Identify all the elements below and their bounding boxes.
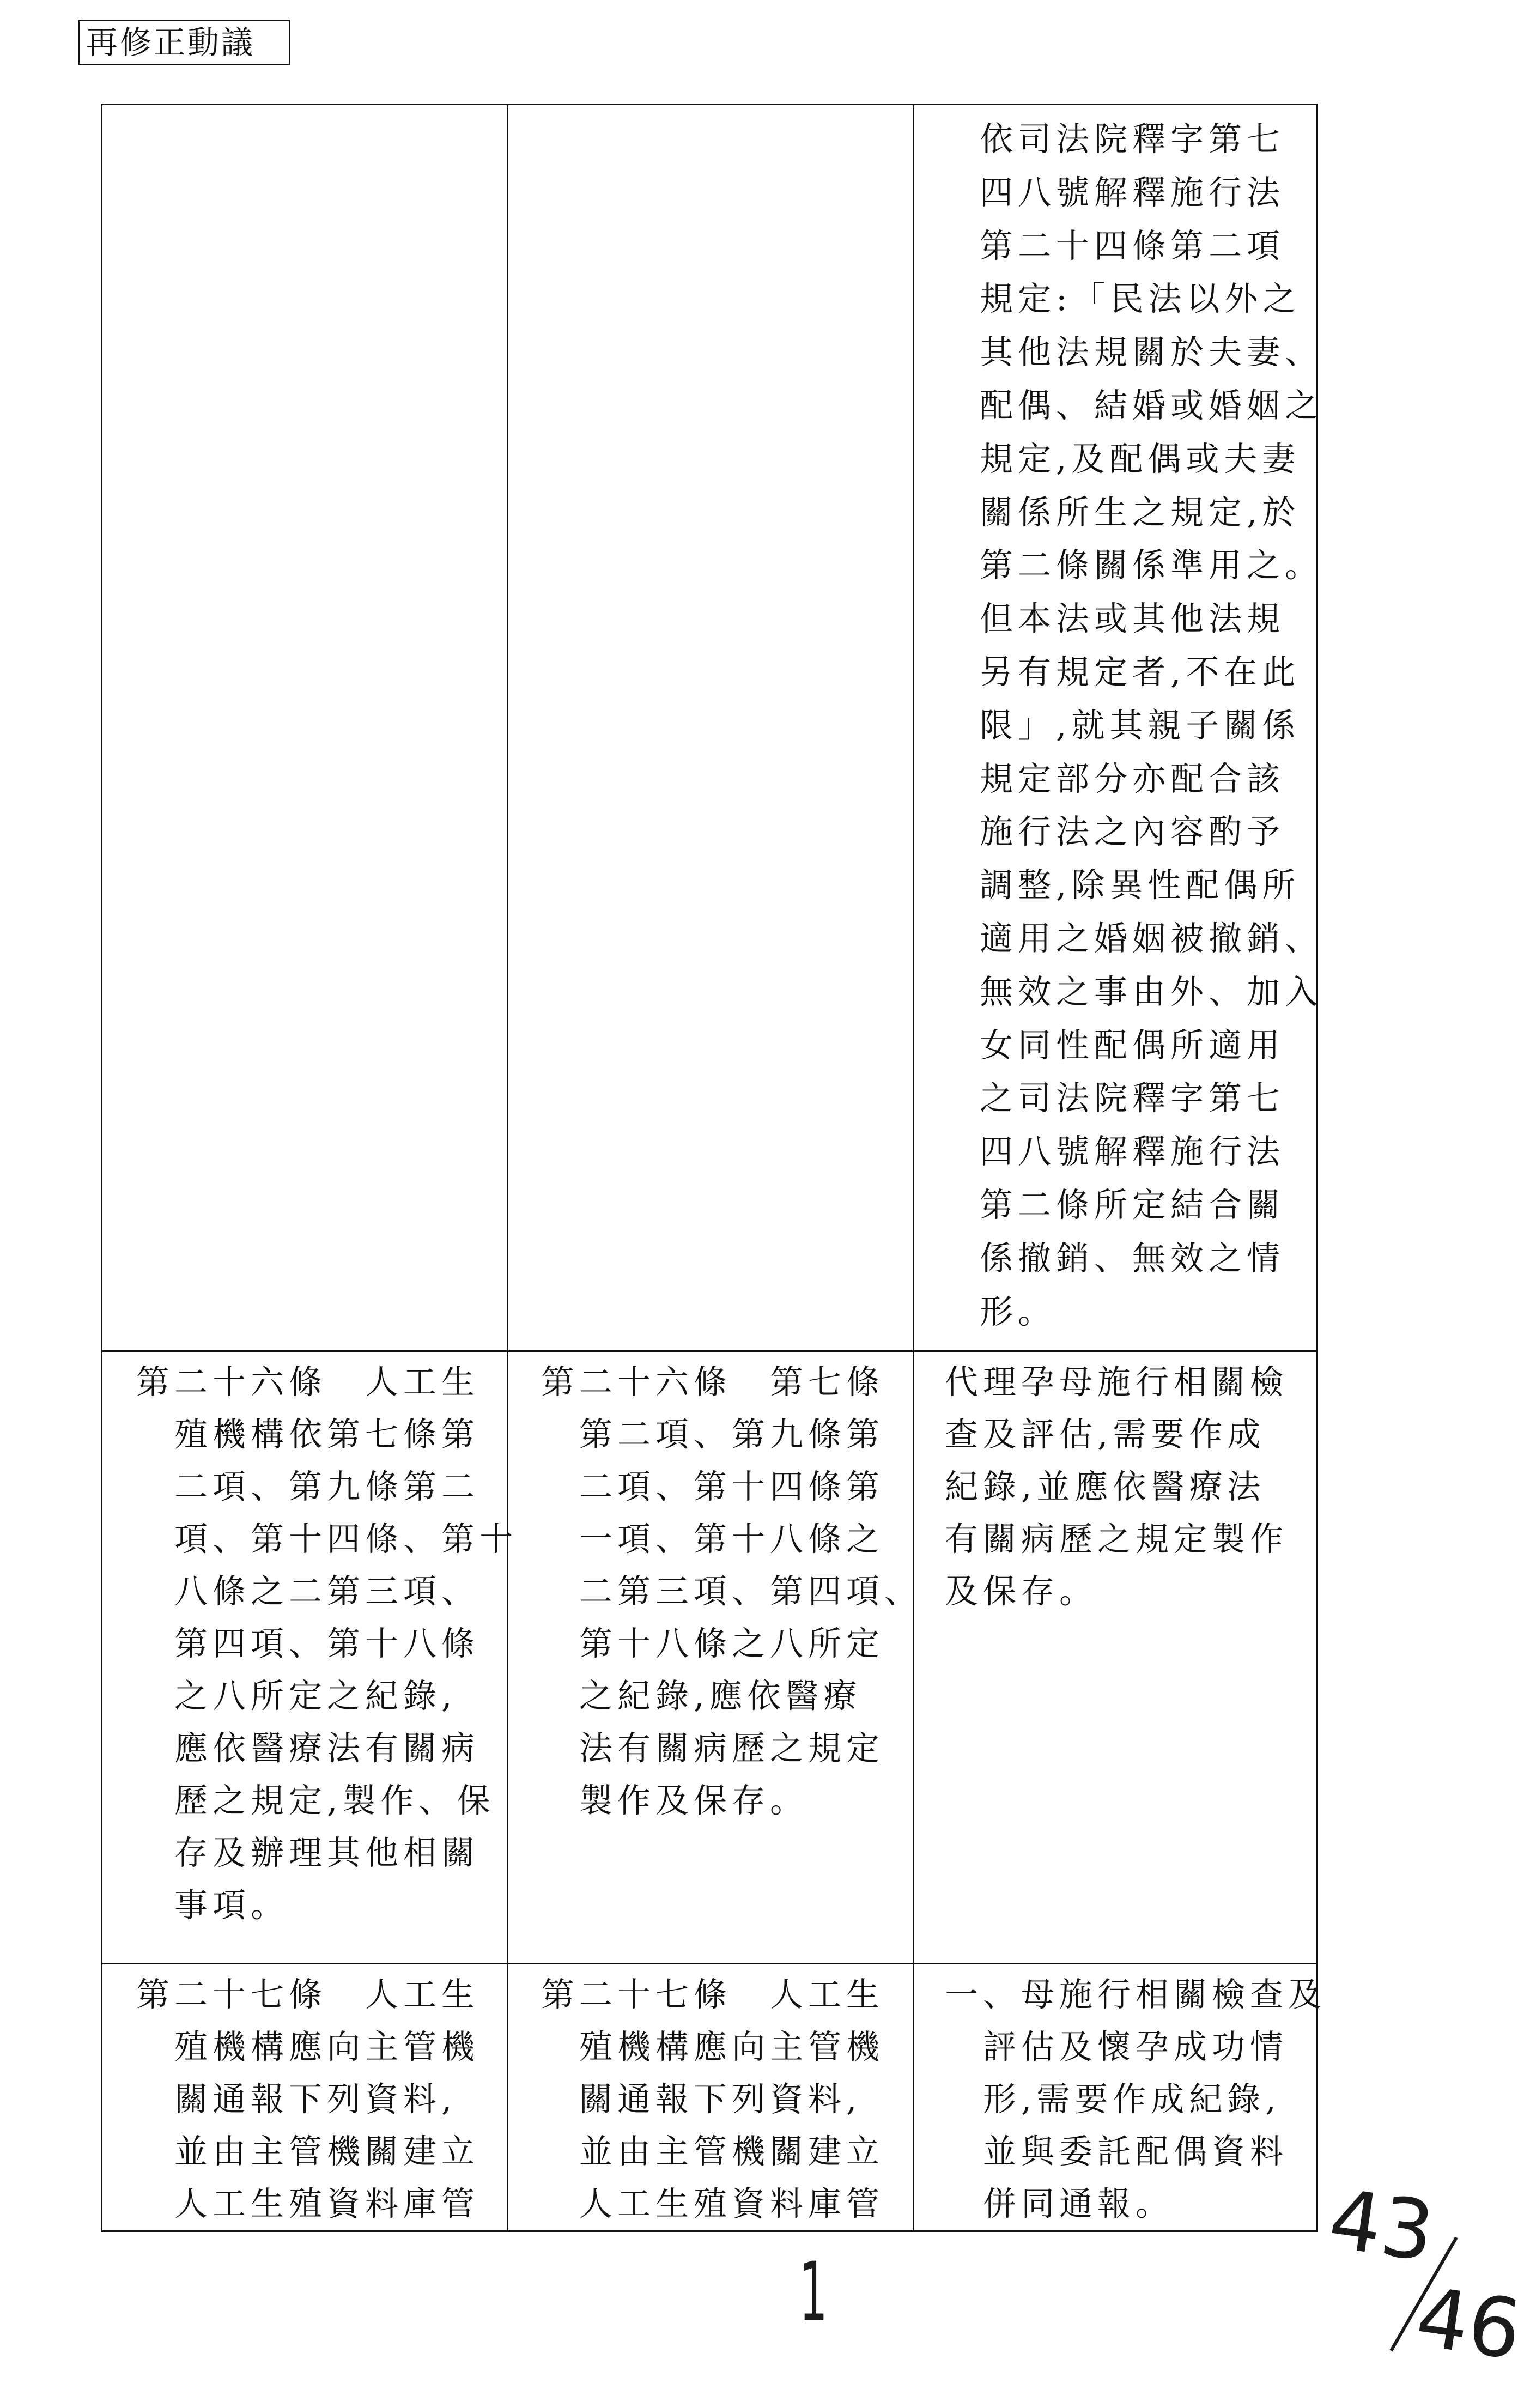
table-cell [102, 1964, 508, 2231]
amended-article-text: 第二十六條 人工生 殖機構依第七條第 二項、第九條第二 項、第十四條、第十 八條之二第三項、 第四項、第十八條 之八所定之紀錄, 應依醫療法有關病 歷之規定,製作、保 存及辦理其他相關 事項。 [136, 1363, 518, 1925]
table-row [102, 1964, 1317, 2231]
table-cell [508, 1351, 923, 1964]
page-mark: 1 [799, 2245, 828, 2340]
explanation-text: 代理孕母施行相關檢 查及評估,需要作成 紀錄,並應依醫療法 有關病歷之規定製作 及保存。 [945, 1363, 1289, 1611]
table-cell [914, 1964, 1327, 2231]
page-fraction-total: 46 [1410, 2270, 1527, 2379]
table-cell [914, 105, 1323, 1351]
amended-article-text: 第二十七條 人工生 殖機構應向主管機 關通報下列資料, 並由主管機關建立 人工生殖資料庫管 [136, 1975, 480, 2223]
table-cell [102, 1351, 518, 1964]
page-fraction-current: 43 [1323, 2172, 1440, 2280]
table-cell [102, 105, 508, 1351]
original-article-text: 第二十六條 第七條 第二項、第九條第 二項、第十四條第 一項、第十八條之 二第三項、第四項、 第十八條之八所定 之紀錄,應依醫療 法有關病歷之規定 製作及保存。 [541, 1363, 923, 1820]
table-row [102, 1351, 1317, 1964]
page-fraction [1323, 2172, 1527, 2381]
table-cell [508, 1964, 914, 2231]
explanation-text: 依司法院釋字第七 四八號解釋施行法 第二十四條第二項 規定:「民法以外之 其他法規關於夫妻、 配偶、結婚或婚姻之 規定,及配偶或夫妻 關係所生之規定,於 第二條關係準用之。 但本法或其他法規 另有規定者,不在此 限」,就其親子關係 規定部分亦配合該 施行法之內容酌予 調整,除異性配偶所 適用之婚姻被撤銷、 無效之事由外、加入 女同性配偶所適用 之司法院釋字第七 四八號解釋施行法 第二條所定結合關 係撤銷、無效之情 形。 [980, 120, 1323, 1331]
table-row [102, 105, 1317, 1351]
comparison-table [101, 104, 1327, 2232]
original-article-text: 第二十七條 人工生 殖機構應向主管機 關通報下列資料, 並由主管機關建立 人工生殖資料庫管 [541, 1975, 885, 2223]
motion-badge: 再修正動議 [78, 20, 290, 65]
explanation-text: 一、母施行相關檢查及 評估及懷孕成功情 形,需要作成紀錄, 並與委託配偶資料 併同通報。 [945, 1975, 1327, 2223]
table-cell [508, 105, 914, 1351]
table-cell [914, 1351, 1317, 1964]
